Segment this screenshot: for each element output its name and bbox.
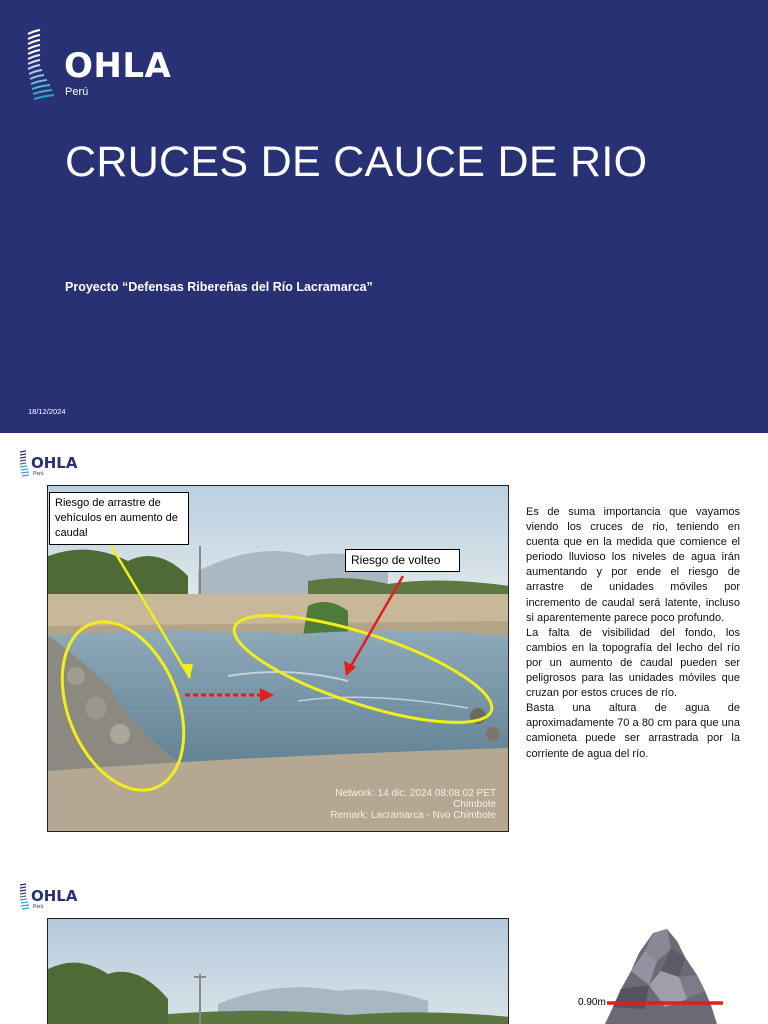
callout-arrastre: Riesgo de arrastre de vehículos en aumento de caudal <box>49 492 189 545</box>
cover-slide <box>0 0 768 433</box>
rock-depth-icon <box>605 927 725 1024</box>
ohla-tower-icon <box>18 883 30 911</box>
logo-country: Perú <box>33 904 44 910</box>
risk-description <box>526 505 740 762</box>
stamp-line-2: Chimbote <box>453 799 496 810</box>
project-subtitle: Proyecto “Defensas Ribereñas del Río Lacramarca” <box>65 280 373 294</box>
logo-wordmark: OHLA <box>64 46 172 86</box>
river-photo-2 <box>47 918 509 1024</box>
ohla-logo-small <box>18 450 98 482</box>
depth-label: 0.90m <box>578 997 606 1008</box>
stamp-line-3: Remark: Lacramarca - Nvo Chimbote <box>330 810 496 821</box>
cover-date: 18/12/2024 <box>28 407 66 416</box>
ohla-logo-small <box>18 883 98 915</box>
paragraph-1: Es de suma importancia que vayamos viendo los cruces de rio, teniendo en cuenta que en la medida que comience el periodo lluvioso los niveles de agua irán aumentando y por ende el riesgo de arrastre de unidades móviles por incremento de caudal será latente, incluso si aparentemente parece poco profundo. <box>526 506 740 624</box>
logo-wordmark: OHLA <box>31 887 78 905</box>
stamp-line-1: Network: 14 dic. 2024 08:08:02 PET <box>335 788 496 799</box>
logo-country: Perú <box>65 86 89 98</box>
paragraph-3: Basta una altura de agua de aproximadamente 70 a 80 cm para que una camioneta puede ser arrastrada por la corriente de agua del río. <box>526 702 740 760</box>
logo-wordmark: OHLA <box>31 454 78 472</box>
ohla-logo <box>22 28 182 102</box>
page-title: CRUCES DE CAUCE DE RIO <box>65 138 648 186</box>
callout-volteo: Riesgo de volteo <box>345 549 460 572</box>
ohla-tower-icon <box>22 28 62 102</box>
photo-timestamp <box>330 788 496 821</box>
river-photo-2-illustration <box>48 919 509 1024</box>
ohla-tower-icon <box>18 450 30 478</box>
logo-country: Perú <box>33 471 44 477</box>
paragraph-2: La falta de visibilidad del fondo, los cambios en la topografía del lecho del río por un aumento de caudal pueden ser peligrosos para las unidades móviles que cruzan por estos cruces de río. <box>526 626 740 700</box>
